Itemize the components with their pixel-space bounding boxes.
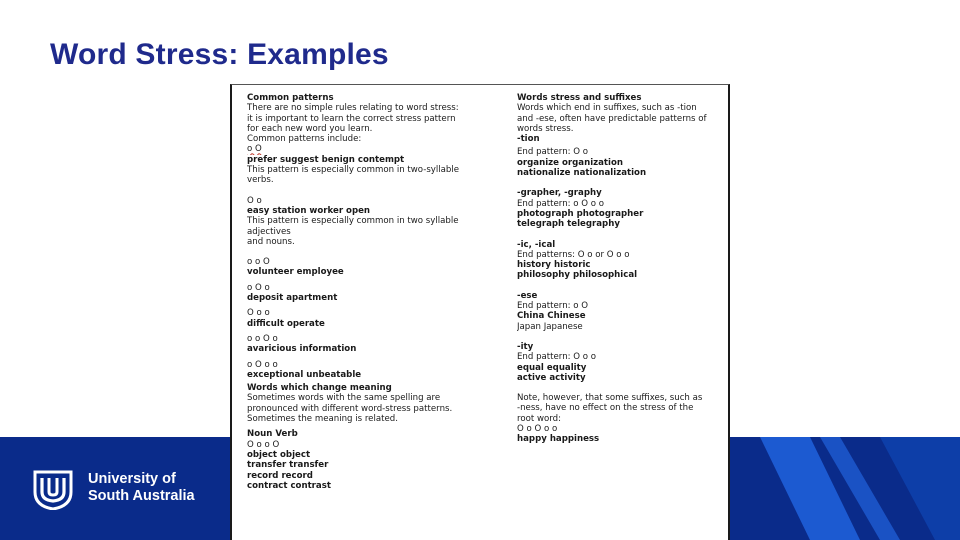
document-text-line: Common patterns include: bbox=[247, 134, 362, 145]
document-text-line: pronounced with different word-stress patterns. bbox=[247, 403, 453, 414]
document-text-line: object object bbox=[247, 449, 311, 460]
document-text-line: End pattern: o O o o bbox=[517, 198, 604, 209]
document-text-line: o o O o bbox=[247, 333, 278, 344]
document-text-line: history historic bbox=[517, 260, 591, 271]
document-text-line: verbs. bbox=[247, 175, 274, 186]
document-text-line: End pattern: O o bbox=[517, 147, 589, 158]
document-text-line: End pattern: o O bbox=[517, 301, 589, 312]
document-text-line: O o o O bbox=[247, 439, 280, 450]
document-text-line: -ic, -ical bbox=[517, 239, 556, 250]
document-heading: Words which change meaning bbox=[247, 383, 392, 394]
document-right-column bbox=[517, 93, 727, 445]
document-text-line: avaricious information bbox=[247, 344, 357, 355]
document-text-line: O o O o o bbox=[517, 424, 558, 435]
document-text-line: o O bbox=[247, 144, 262, 155]
document-text-line: This pattern is especially common in two-syllable bbox=[247, 165, 460, 176]
document-text-line: Words which end in suffixes, such as -tion bbox=[517, 103, 697, 114]
spacer bbox=[247, 247, 487, 257]
spacer bbox=[517, 281, 727, 291]
document-text-line: O o o bbox=[247, 308, 270, 319]
document-text-line: philosophy philosophical bbox=[517, 270, 638, 281]
document-heading: Common patterns bbox=[247, 93, 334, 103]
document-text-line: Noun Verb bbox=[247, 429, 298, 440]
document-heading: Words stress and suffixes bbox=[517, 93, 642, 103]
document-text-line: prefer suggest benign contempt bbox=[247, 154, 405, 165]
document-text-line: deposit apartment bbox=[247, 293, 338, 304]
document-text-line: -tion bbox=[517, 134, 540, 145]
document-text-line: active activity bbox=[517, 372, 586, 383]
document-text-line: Note, however, that some suffixes, such as bbox=[517, 393, 703, 404]
document-text-line: for each new word you learn. bbox=[247, 123, 373, 134]
slide-title: Word Stress: Examples bbox=[50, 38, 389, 71]
spacer bbox=[247, 186, 487, 196]
spacer bbox=[517, 178, 727, 188]
stripe-3 bbox=[880, 437, 960, 540]
document-text-line: it is important to learn the correct stress pattern bbox=[247, 113, 456, 124]
document-text-line: o O o bbox=[247, 282, 270, 293]
document-text-line: volunteer employee bbox=[247, 267, 344, 278]
document-text-line: transfer transfer bbox=[247, 460, 329, 471]
document-text-line: o O o o bbox=[247, 359, 278, 370]
document-text-line: root word: bbox=[517, 413, 561, 424]
document-text-line: -ness, have no effect on the stress of the bbox=[517, 403, 694, 414]
document-left-column bbox=[247, 93, 487, 491]
document-text-line: -ity bbox=[517, 341, 534, 352]
document-text-line: equal equality bbox=[517, 362, 587, 373]
university-name bbox=[88, 471, 195, 505]
document-text-line: and -ese, often have predictable patterns of bbox=[517, 113, 707, 124]
spacer bbox=[517, 230, 727, 240]
document-text-line: adjectives bbox=[247, 226, 291, 237]
document-text-line: and nouns. bbox=[247, 236, 295, 247]
university-name-line1: University of bbox=[88, 471, 176, 487]
document-text-line: Sometimes words with the same spelling are bbox=[247, 393, 441, 404]
spacer bbox=[517, 383, 727, 393]
document-text-line: End patterns: O o or O o o bbox=[517, 249, 630, 260]
document-text-line: photograph photographer bbox=[517, 208, 644, 219]
document-text-line: There are no simple rules relating to word stress: bbox=[247, 103, 459, 114]
document-text-line: happy happiness bbox=[517, 434, 600, 445]
document-text-line: o o O bbox=[247, 257, 270, 268]
document-text-line: This pattern is especially common in two syllable bbox=[247, 216, 459, 227]
document-text-line: words stress. bbox=[517, 123, 574, 134]
document-text-line: easy station worker open bbox=[247, 205, 371, 216]
document-text-line: Sometimes the meaning is related. bbox=[247, 414, 398, 425]
document-text-line: contract contrast bbox=[247, 480, 331, 491]
document-text-line: Japan Japanese bbox=[517, 321, 583, 332]
document-text-line: organize organization bbox=[517, 157, 624, 168]
document-text-line: nationalize nationalization bbox=[517, 168, 647, 179]
university-name-line2: South Australia bbox=[88, 488, 195, 504]
document-text-line: -ese bbox=[517, 290, 538, 301]
document-text-line: O o bbox=[247, 195, 262, 206]
document-text-line: China Chinese bbox=[517, 311, 586, 322]
university-logo-icon bbox=[32, 470, 74, 510]
spacer bbox=[517, 332, 727, 342]
document-text-line: End pattern: O o o bbox=[517, 352, 597, 363]
document-text-line: difficult operate bbox=[247, 318, 325, 329]
scanned-document-image bbox=[230, 84, 730, 540]
document-text-line: record record bbox=[247, 470, 313, 481]
document-text-line: telegraph telegraphy bbox=[517, 219, 620, 230]
document-text-line: -grapher, -graphy bbox=[517, 188, 602, 199]
document-text-line: exceptional unbeatable bbox=[247, 369, 362, 380]
